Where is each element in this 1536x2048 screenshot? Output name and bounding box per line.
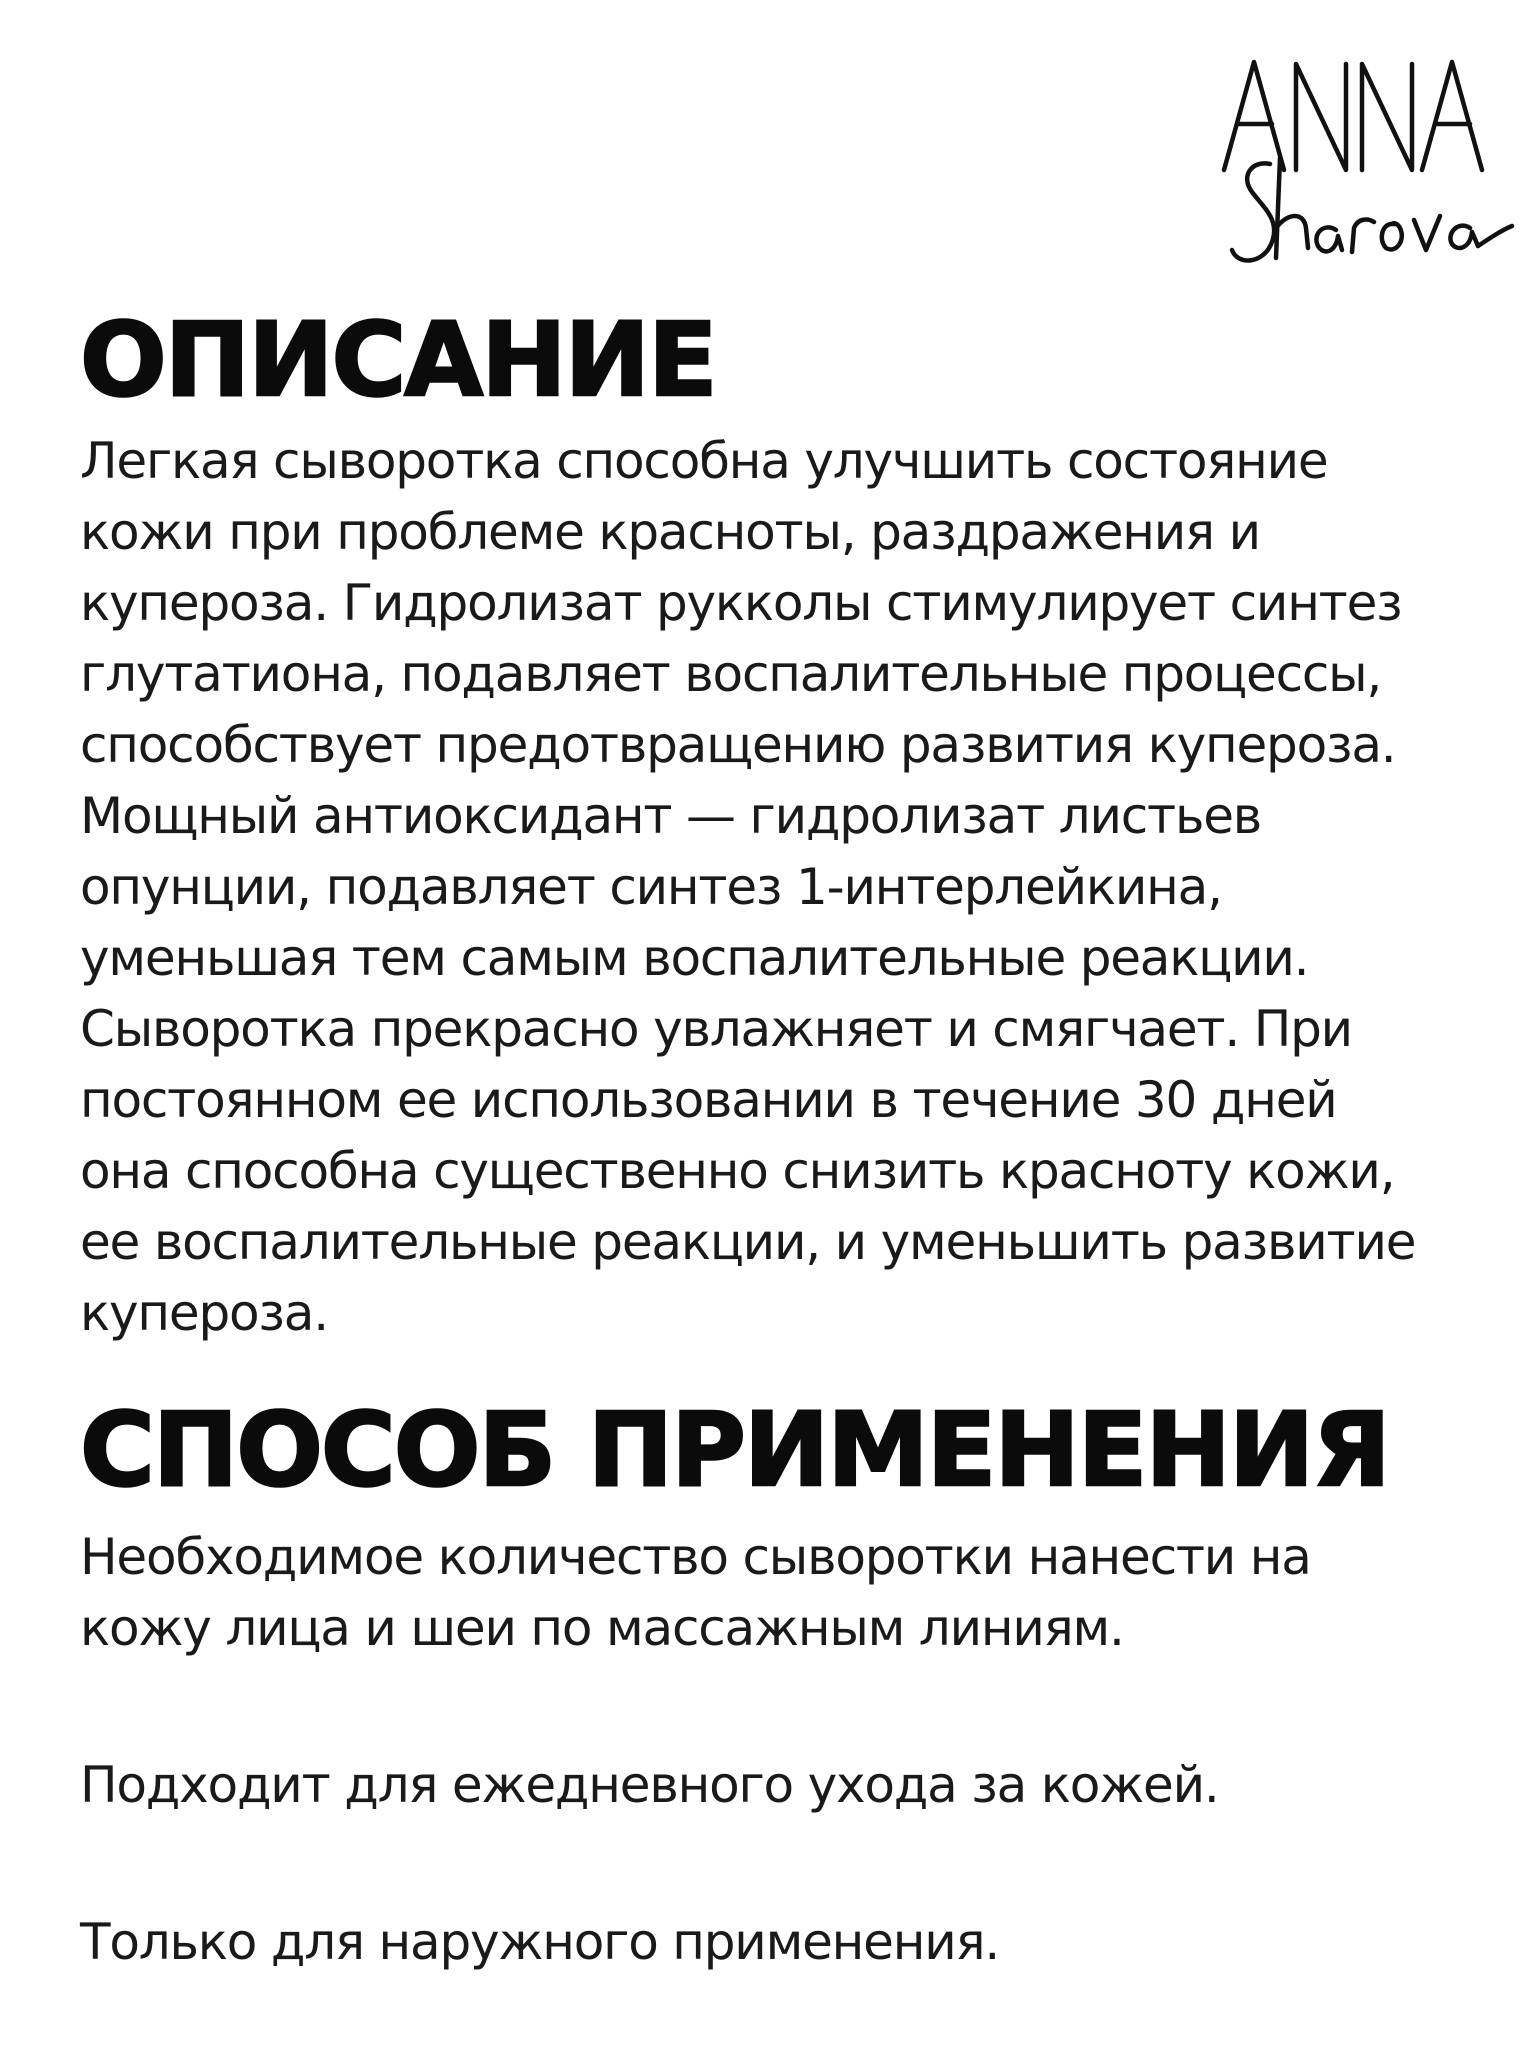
description-line: опунции, подавляет синтез 1-интерлейкина, — [80, 858, 1222, 916]
description-line: Сыворотка прекрасно увлажняет и смягчает. При — [80, 1000, 1352, 1058]
usage-daily-note: Подходит для ежедневного ухода за кожей. — [80, 1756, 1219, 1814]
usage-heading: СПОСОБ ПРИМЕНЕНИЯ — [80, 1391, 1389, 1510]
description-section — [80, 302, 1500, 1349]
paragraph-gap — [80, 1821, 1500, 1907]
description-line: купероза. Гидролизат рукколы стимулирует синтез — [80, 574, 1402, 632]
description-line: постоянном ее использовании в течение 30 дней — [80, 1071, 1337, 1129]
description-line: Мощный антиоксидант — гидролизат листьев — [80, 787, 1262, 845]
usage-line: Необходимое количество сыворотки нанести на — [80, 1528, 1311, 1586]
usage-text — [80, 1522, 1500, 1978]
description-line: кожи при проблеме красноты, раздражения и — [80, 503, 1260, 561]
description-line: способствует предотвращению развития купероза. — [80, 716, 1396, 774]
description-line: ее воспалительные реакции, и уменьшить развитие — [80, 1213, 1416, 1271]
brand-logo — [1218, 52, 1518, 292]
description-line: глутатиона, подавляет воспалительные процессы, — [80, 645, 1382, 703]
usage-line: кожу лица и шеи по массажным линиям. — [80, 1599, 1124, 1657]
description-line: Легкая сыворотка способна улучшить состояние — [80, 432, 1328, 490]
description-heading: ОПИСАНИЕ — [80, 301, 716, 420]
usage-external-note: Только для наружного применения. — [80, 1913, 1000, 1971]
usage-section — [80, 1392, 1500, 1978]
description-line: уменьшая тем самым воспалительные реакции. — [80, 929, 1309, 987]
description-text — [80, 426, 1500, 1349]
description-line: купероза. — [80, 1284, 328, 1342]
description-line: она способна существенно снизить красноту кожи, — [80, 1142, 1395, 1200]
paragraph-gap — [80, 1664, 1500, 1750]
